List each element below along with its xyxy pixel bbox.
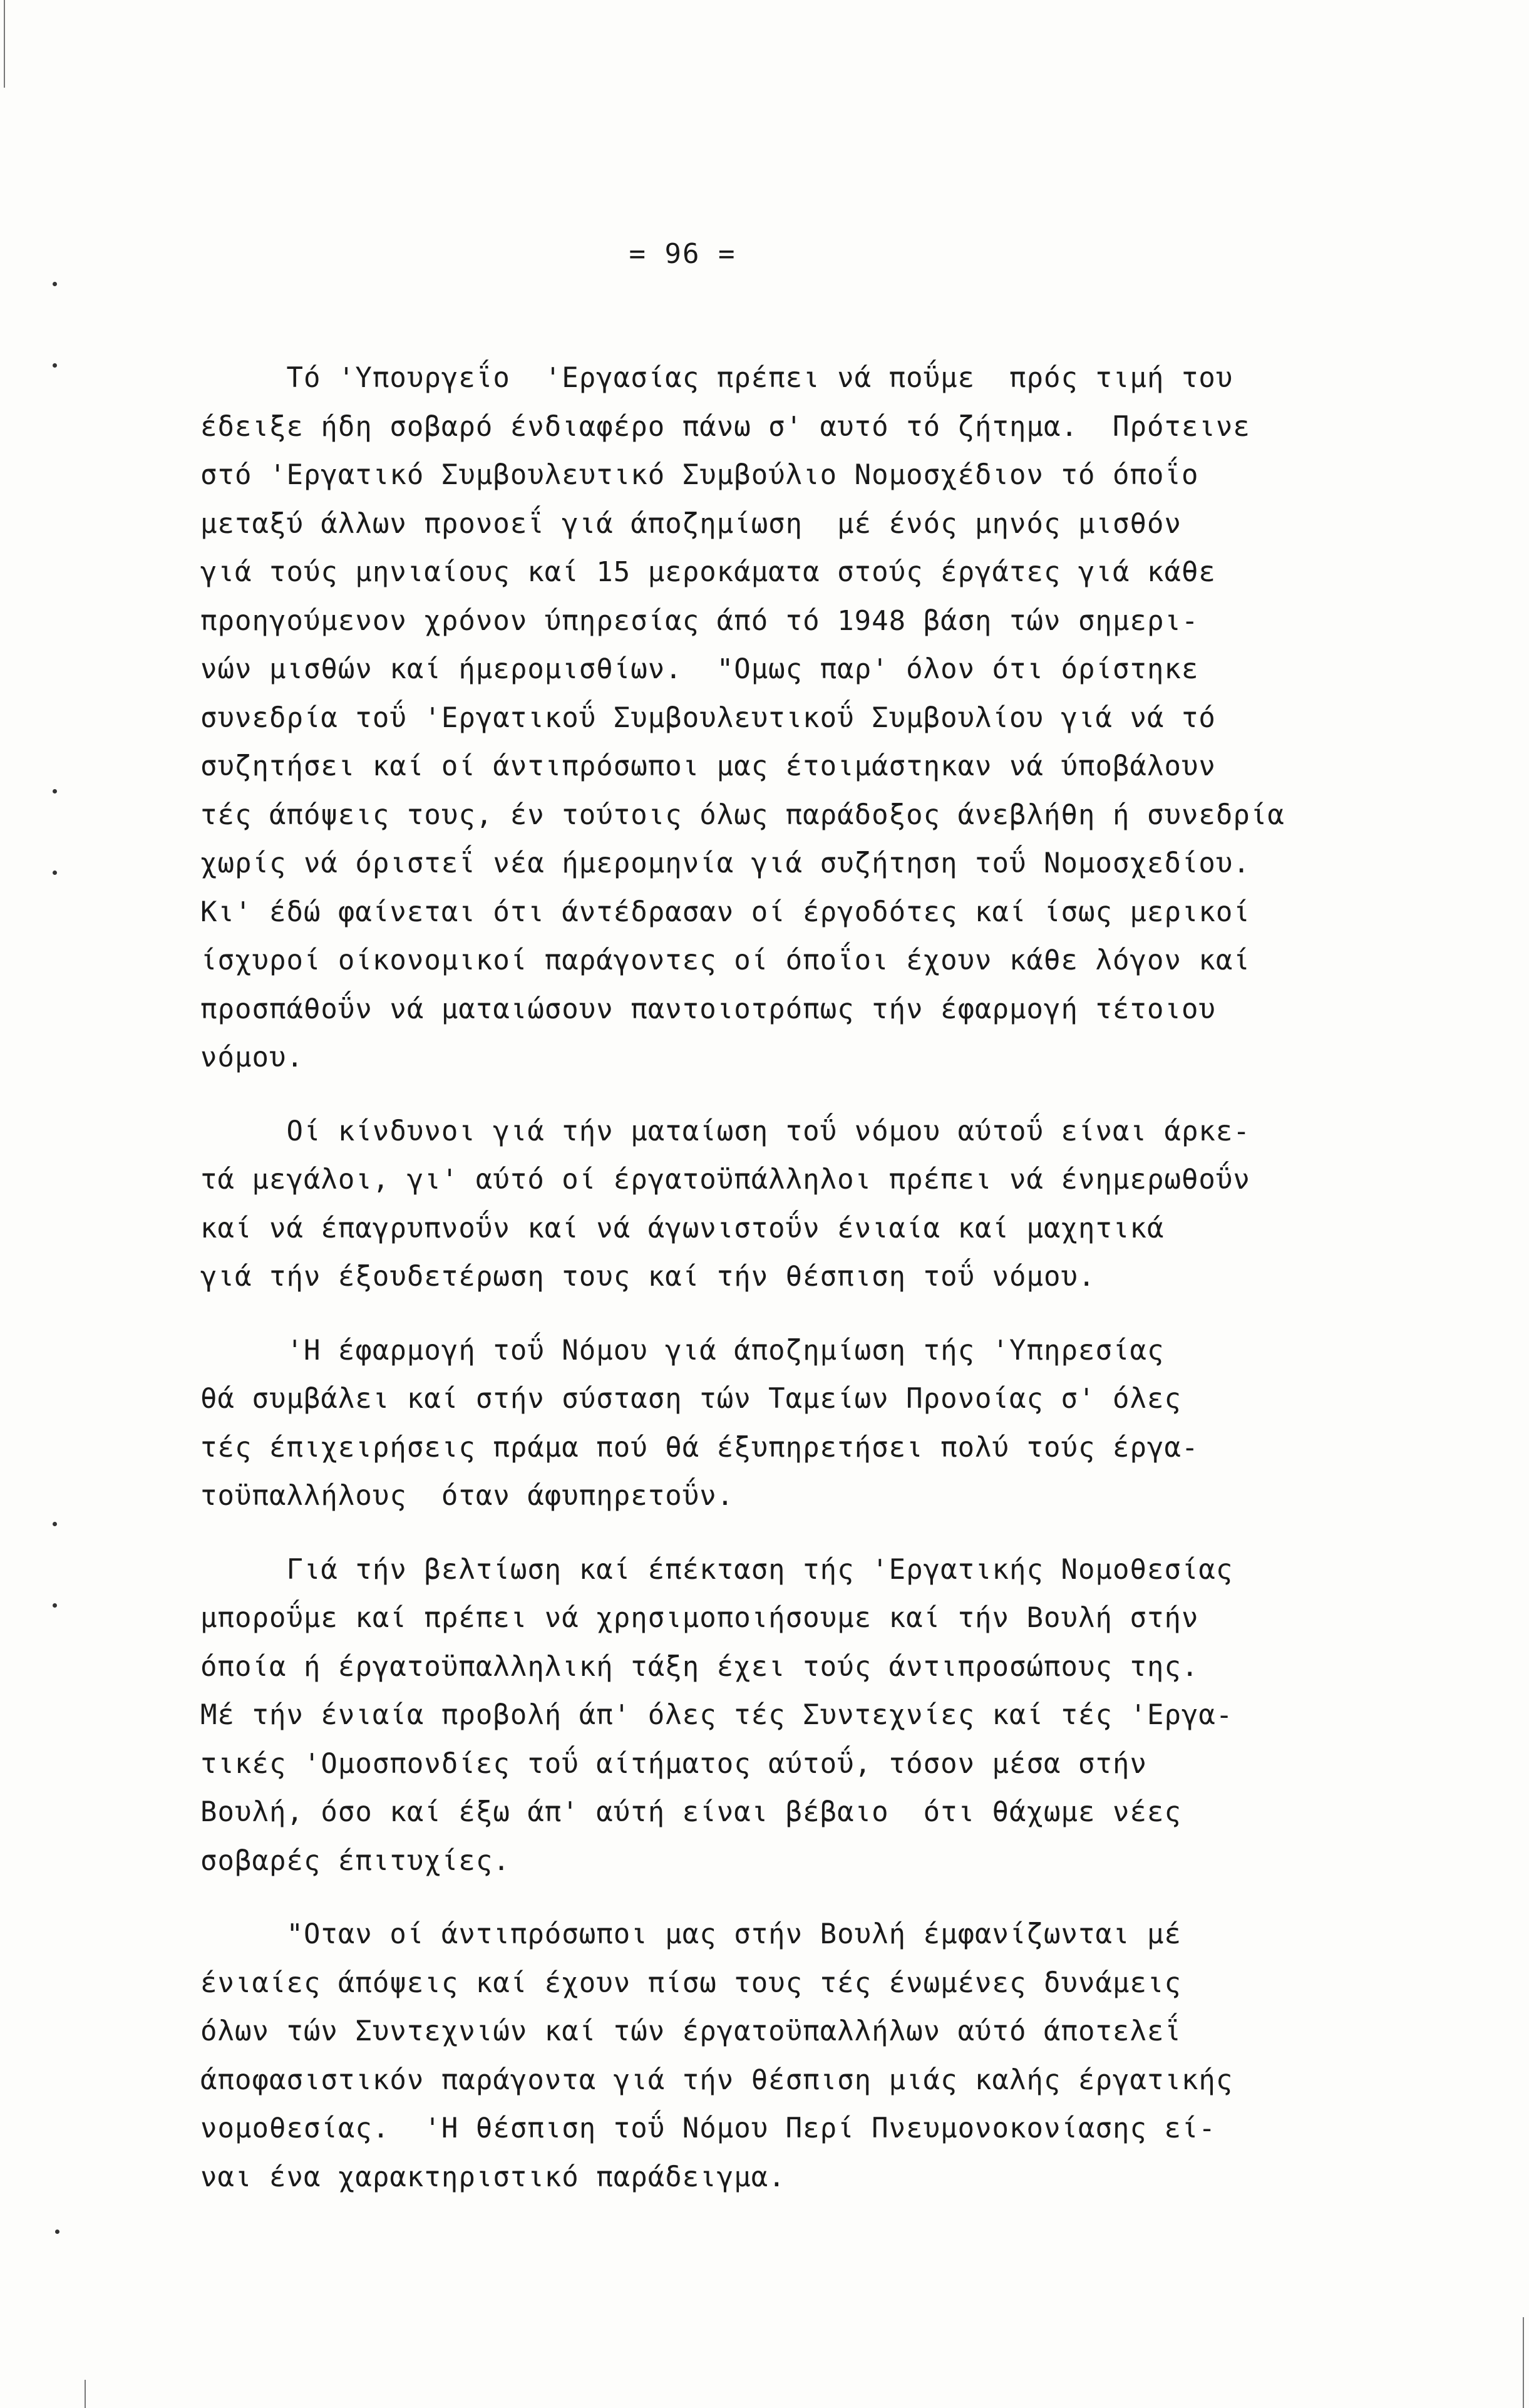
punch-mark bbox=[53, 871, 57, 875]
paragraph bbox=[200, 1546, 1390, 1886]
text-line: θά συμβάλει καί στήν σύσταση τών Ταμείων Προνοίας σ' όλες bbox=[200, 1383, 1182, 1415]
text-line: νών μισθών καί ήμερομισθίων. "Ομως παρ' όλον ότι όρίστηκε bbox=[200, 653, 1199, 685]
text-line: 'Η έφαρμογή τοΰ Νόμου γιά άποζημίωση τής 'Υπηρεσίας bbox=[200, 1334, 1165, 1367]
paragraph bbox=[200, 1107, 1390, 1301]
text-line: συζητήσει καί οί άντιπρόσωποι μας έτοιμάστηκαν νά ύποβάλουν bbox=[200, 750, 1216, 782]
text-line: όποία ή έργατοϋπαλληλική τάξη έχει τούς άντιπροσώπους της. bbox=[200, 1650, 1199, 1683]
text-line: τικές 'Ομοσπονδίες τοΰ αίτήματος αύτοΰ, τόσον μέσα στήν bbox=[200, 1747, 1147, 1780]
text-line: καί νά έπαγρυπνοΰν καί νά άγωνιστοΰν ένιαία καί μαχητικά bbox=[200, 1212, 1165, 1244]
text-line: Κι' έδώ φαίνεται ότι άντέδρασαν οί έργοδότες καί ίσως μερικοί bbox=[200, 896, 1250, 928]
text-line: προσπάθοΰν νά ματαιώσουν παντοιοτρόπως τήν έφαρμογή τέτοιου bbox=[200, 993, 1216, 1025]
punch-mark bbox=[53, 363, 57, 368]
punch-mark bbox=[55, 2230, 59, 2234]
text-line: τές άπόψεις τους, έν τούτοις όλως παράδοξος άνεβλήθη ή συνεδρία bbox=[200, 798, 1285, 831]
text-line: νομοθεσίας. 'Η θέσπιση τοΰ Νόμου Περί Πνευμονοκονίασης εί- bbox=[200, 2112, 1216, 2144]
text-line: Οί κίνδυνοι γιά τήν ματαίωση τοΰ νόμου αύτοΰ είναι άρκε- bbox=[200, 1115, 1250, 1147]
text-line: Μέ τήν ένιαία προβολή άπ' όλες τές Συντεχνίες καί τές 'Εργα- bbox=[200, 1699, 1233, 1731]
paragraph bbox=[200, 354, 1390, 1082]
punch-mark bbox=[53, 789, 57, 793]
text-line: συνεδρία τοΰ 'Εργατικοΰ Συμβουλευτικοΰ Συμβουλίου γιά νά τό bbox=[200, 701, 1216, 734]
text-line: ίσχυροί οίκονομικοί παράγοντες οί όποΐοι έχουν κάθε λόγον καί bbox=[200, 944, 1250, 976]
left-margin-edge bbox=[4, 0, 5, 88]
text-line: Τό 'Υπουργεΐο 'Εργασίας πρέπει νά ποΰμε πρός τιμή του bbox=[200, 362, 1233, 394]
paragraph bbox=[200, 1326, 1390, 1521]
text-line: μεταξύ άλλων προνοεΐ γιά άποζημίωση μέ ένός μηνός μισθόν bbox=[200, 507, 1182, 540]
text-line: έδειξε ήδη σοβαρό ένδιαφέρο πάνω σ' αυτό τό ζήτημα. Πρότεινε bbox=[200, 410, 1250, 443]
text-line: χωρίς νά όριστεΐ νέα ήμερομηνία γιά συζήτηση τοΰ Νομοσχεδίου. bbox=[200, 847, 1250, 879]
text-line: τά μεγάλοι, γι' αύτό οί έργατοϋπάλληλοι πρέπει νά ένημερωθοΰν bbox=[200, 1164, 1250, 1196]
text-line: τοϋπαλλήλους όταν άφυπηρετοΰν. bbox=[200, 1480, 734, 1512]
text-line: τές έπιχειρήσεις πράμα πού θά έξυπηρετήσει πολύ τούς έργα- bbox=[200, 1431, 1199, 1464]
text-line: "Οταν οί άντιπρόσωποι μας στήν Βουλή έμφανίζωνται μέ bbox=[200, 1918, 1182, 1950]
punch-mark bbox=[53, 1603, 57, 1608]
text-line: στό 'Εργατικό Συμβουλευτικό Συμβούλιο Νομοσχέδιον τό όποΐο bbox=[200, 459, 1199, 491]
text-line: νόμου. bbox=[200, 1041, 304, 1073]
text-line: ένιαίες άπόψεις καί έχουν πίσω τους τές ένωμένες δυνάμεις bbox=[200, 1966, 1182, 1999]
text-line: μποροΰμε καί πρέπει νά χρησιμοποιήσουμε καί τήν Βουλή στήν bbox=[200, 1602, 1199, 1634]
punch-mark bbox=[53, 282, 57, 286]
text-line: γιά τήν έξουδετέρωση τους καί τήν θέσπιση τοΰ νόμου. bbox=[200, 1261, 1096, 1293]
text-line: Βουλή, όσο καί έξω άπ' αύτή είναι βέβαιο ότι θάχωμε νέες bbox=[200, 1796, 1182, 1828]
bottom-right-edge bbox=[1523, 2317, 1524, 2408]
bottom-left-edge bbox=[85, 2380, 86, 2408]
punch-mark bbox=[53, 1522, 57, 1526]
page-number: = 96 = bbox=[629, 238, 736, 270]
text-line: όλων τών Συντεχνιών καί τών έργατοϋπαλλήλων αύτό άποτελεΐ bbox=[200, 2015, 1182, 2047]
text-line: σοβαρές έπιτυχίες. bbox=[200, 1844, 510, 1877]
text-line: άποφασιστικόν παράγοντα γιά τήν θέσπιση μιάς καλής έργατικής bbox=[200, 2064, 1233, 2096]
text-line: προηγούμενον χρόνον ύπηρεσίας άπό τό 1948 βάση τών σημερι- bbox=[200, 604, 1199, 637]
text-line: γιά τούς μηνιαίους καί 15 μεροκάματα στούς έργάτες γιά κάθε bbox=[200, 556, 1216, 588]
text-line: Γιά τήν βελτίωση καί έπέκταση τής 'Εργατικής Νομοθεσίας bbox=[200, 1553, 1233, 1586]
text-line: ναι ένα χαρακτηριστικό παράδειγμα. bbox=[200, 2161, 786, 2193]
body-text bbox=[200, 354, 1390, 2201]
paragraph bbox=[200, 1910, 1390, 2201]
